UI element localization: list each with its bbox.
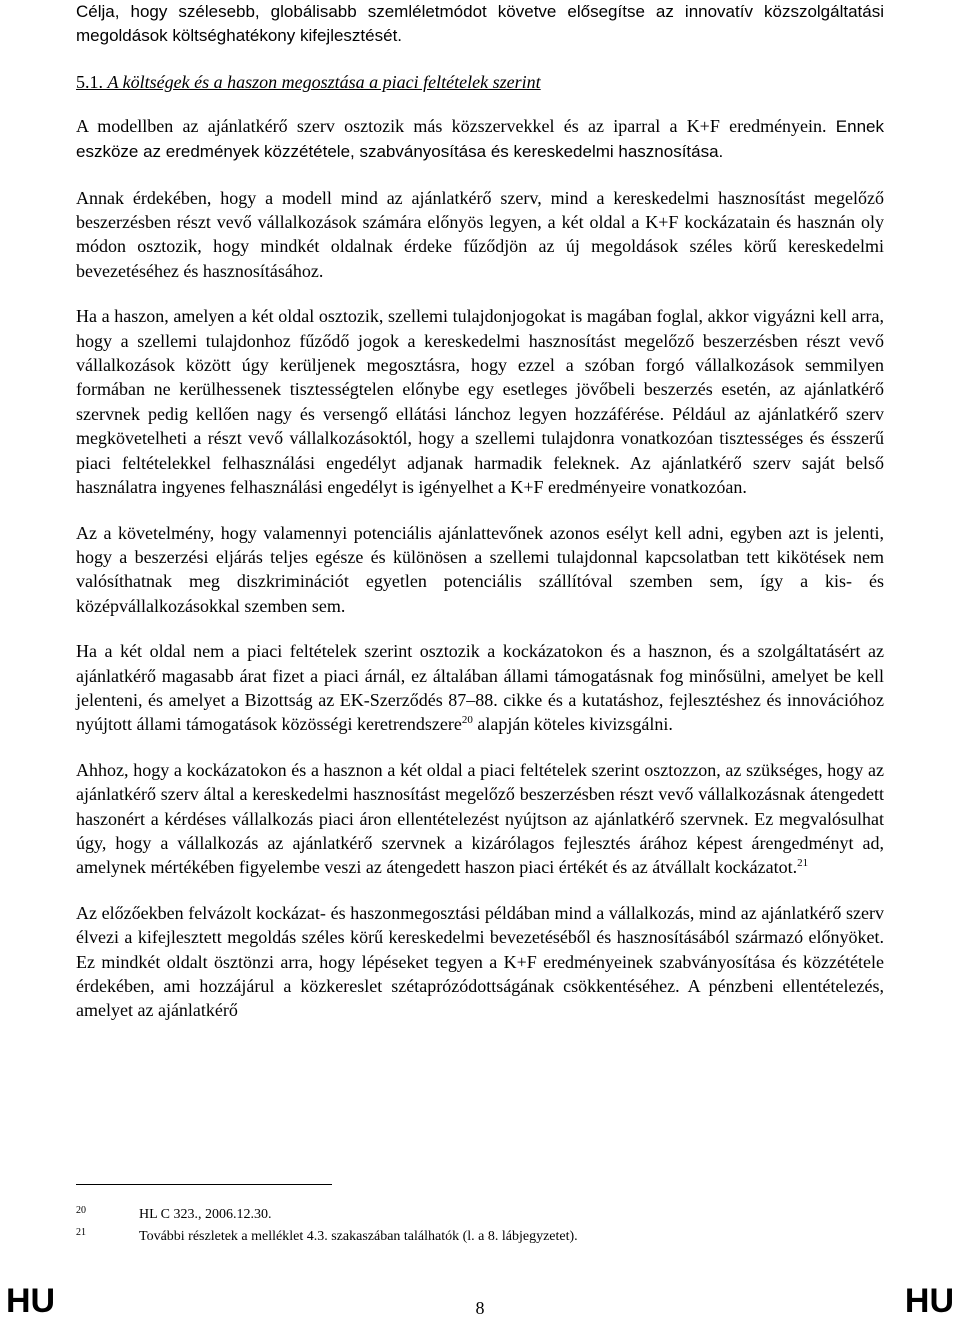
paragraph-3: Ha a haszon, amelyen a két oldal osztozik, szellemi tulajdonjogokat is magában foglal, akkor vigyázni kell arra, hogy a szellemi tulajdonhoz fűződő jogok a kereskedelmi hasznosítást megelőző beszerzésben részt vevő vállalkozások között úgy kerüljenek megosztásra, hogy ezzel a szóban forgó vállalkozások semmilyen formában ne kerülhessenek tisztességtelen előnybe egy esetleges jövőbeli beszerzés esetén, az ajánlatkérő szervnek pedig kellően nagy és versengő ellátási lánchoz legyen hozzáférése. Például az ajánlatkérő szerv megkövetelheti a részt vevő vállalkozásoktól, hogy a szellemi tulajdonra vonatkozóan tisztességes és ésszerű piaci feltételekkel felhasználási engedélyt adjanak harmadik feleknek. Az ajánlatkérő szerv saját belső használatra ingyenes felhasználási engedélyt is igényelhet a K+F eredményeire vonatkozóan.	[76, 306, 884, 498]
footnote-text: További részletek a melléklet 4.3. szakaszában találhatók (l. a 8. lábjegyzetet).	[139, 1229, 578, 1244]
paragraph-5-text: Ha a két oldal nem a piaci feltételek szerint osztozik a kockázatokon és a hasznon, és a szolgáltatásért az ajánlatkérő magasabb árat fizet a piaci árnál, ez általában állami támogatásnak fog minősülni, amelyet be kell jelenteni, és amelyet a Bizottság az EK-Szerződés 87–88. cikke és a kutatáshoz, fejlesztéshez és innovációhoz nyújtott állami támogatások közösségi keretrendszere	[76, 641, 884, 735]
footer-language-right: HU	[904, 1282, 954, 1320]
paragraph-1-part-a: A modellben az ajánlatkérő szerv osztozik más közszervekkel és az iparral a K+F eredményein.	[76, 115, 836, 136]
page-number: 8	[475, 1298, 485, 1318]
footnote-text: HL C 323., 2006.12.30.	[139, 1207, 272, 1222]
paragraph-4: Az a követelmény, hogy valamennyi potenciális ajánlattevőnek azonos esélyt kell adni, egyben azt is jelenti, hogy a beszerzési eljárás teljes egésze és különösen a szellemi tulajdonnal kapcsolatban tett kikötések nem valósíthatnak meg diszkriminációt egyetlen potenciális szállítóval szemben sem, így a kis- és középvállalkozásokkal szemben sem.	[76, 522, 884, 616]
section-title: A költségek és a haszon megosztása a piaci feltételek szerint	[107, 71, 541, 92]
footnotes	[76, 1204, 884, 1248]
section-heading	[76, 70, 884, 94]
intro-paragraph: Célja, hogy szélesebb, globálisabb szemléletmódot követve elősegítse az innovatív közszolgáltatási megoldások költséghatékony kifejlesztését.	[76, 2, 884, 46]
paragraph-1-part-b: Ennek eszköze az eredmények közzététele, szabványosítása és kereskedelmi hasznosítása.	[76, 116, 884, 162]
paragraph-2: Annak érdekében, hogy a modell mind az ajánlatkérő szerv, mind a kereskedelmi hasznosítást megelőző beszerzésben részt vevő vállalkozások számára előnyös legyen, a két oldal a K+F kockázatain és hasznán oly módon osztozik, hogy mindkét oldalnak érdeke fűződjön az új megoldások széles körű kereskedelmi bevezetéséhez és hasznosításához.	[76, 187, 884, 281]
document-body	[76, 0, 884, 1023]
footnote-ref-20[interactable]: 20	[461, 714, 473, 727]
footnote-21	[76, 1226, 884, 1248]
footer-language-left: HU	[6, 1282, 56, 1320]
footnote-20	[76, 1204, 884, 1226]
paragraph-6	[76, 758, 884, 880]
footnote-mark: 21	[76, 1227, 86, 1238]
footnote-mark: 20	[76, 1205, 86, 1216]
paragraph-5-tail: alapján köteles kivizsgálni.	[472, 714, 673, 735]
paragraph-1	[76, 114, 884, 165]
paragraph-5	[76, 639, 884, 737]
footnote-ref-21[interactable]: 21	[797, 857, 809, 870]
paragraph-7: Az előzőekben felvázolt kockázat- és haszonmegosztási példában mind a vállalkozás, mind az ajánlatkérő szerv élvezi a kifejlesztett megoldás széles körű kereskedelmi bevezetéséből és hasznosításából származó előnyöket. Ez mindkét oldalt ösztönzi arra, hogy lépéseket tegyen a K+F eredményeinek szabványosítása és közzététele érdekében, ami hozzájárul a közkereslet szétaprózódottságának csökkentéséhez. A pénzbeni ellentételezés, amelyet az ajánlatkérő	[76, 902, 884, 1021]
footnote-divider	[76, 1184, 332, 1185]
section-number: 5.1.	[76, 71, 103, 92]
paragraph-6-text: Ahhoz, hogy a kockázatokon és a hasznon a két oldal a piaci feltételek szerint osztozzon, az szükséges, hogy az ajánlatkérő szerv által a kereskedelmi hasznosítást megelőző beszerzésben részt vevő vállalkozásnak átengedett haszonért a kérdéses vállalkozás piaci áron ellentételezést nyújtson az ajánlatkérő szervnek. Ez megvalósulhat úgy, hogy a vállalkozás az ajánlatkérő szervnek a kizárólagos fejlesztés árához képest árengedményt ad, amelynek mértékében figyelembe veszi az átengedett haszon piaci értékét és az átvállalt kockázatot.	[76, 759, 884, 878]
